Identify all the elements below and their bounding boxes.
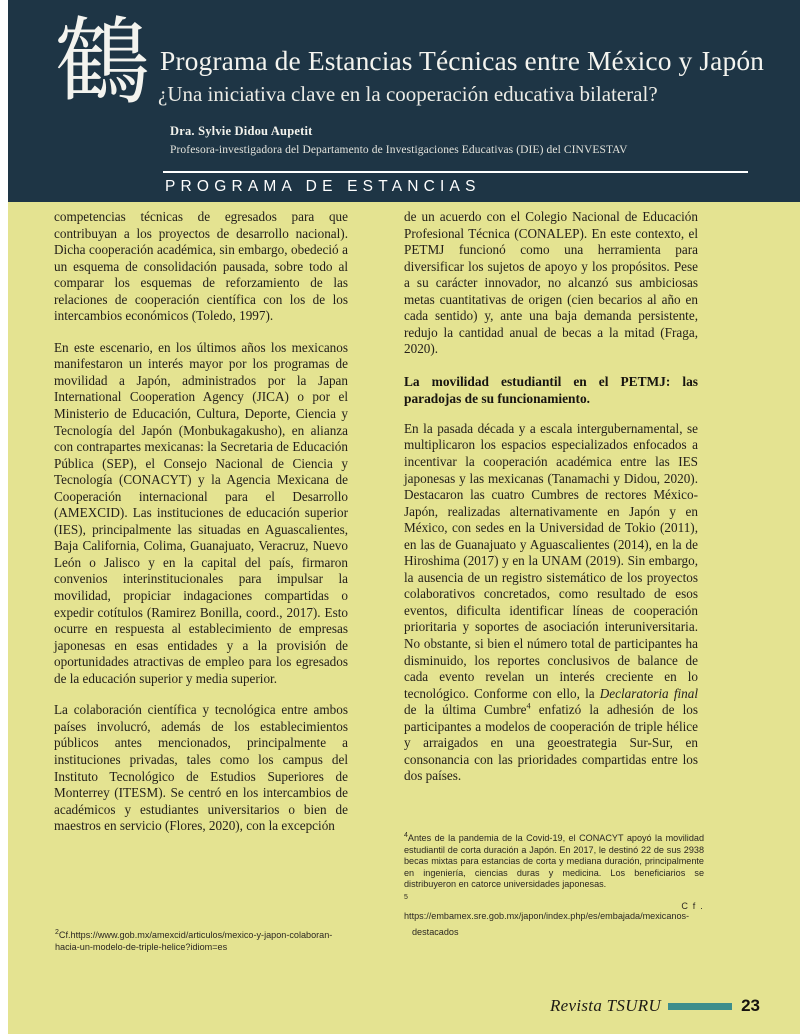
paragraph-part: enfatizó la adhesión de los participantes a modelos de cooperación de triple hélice y arraigados en una geoestrategia Sur-Sur, en consonancia con las prioridades compartidas entre los dos países. (404, 702, 698, 784)
header-divider-rule (163, 171, 748, 173)
paragraph-part: de la última Cumbre (404, 702, 527, 718)
article-subtitle: ¿Una iniciativa clave en la cooperación educativa bilateral? (158, 82, 658, 106)
footnote (55, 927, 351, 953)
article-body (8, 202, 800, 1034)
article-header-banner (8, 0, 800, 202)
page-left-margin (0, 0, 8, 1034)
footnote-url-continuation[interactable]: destacados (412, 926, 459, 937)
crane-kanji-logo: 鶴 (55, 8, 151, 118)
footnote-text: Antes de la pandemia de la Covid-19, el CONACYT apoyó la movilidad estudiantil de corta duración a Japón. En 2017, le destinó 22 de sus 2938 becas mixtas para estancias de corta y mediana duración, principalmente en ingeniería, ciencias duras y medicina. Los beneficiarios se distribuyeron en catorce universidades japonesas. (404, 833, 704, 890)
article-title: Programa de Estancias Técnicas entre México y Japón (160, 45, 765, 76)
paragraph: La colaboración científica y tecnológica entre ambos países involucró, además de los establecimientos públicos antes mencionados, principalmente a instituciones privadas, tales como los campus del Instituto Tecnológico de Estudios Superiores de Monterrey (ITESM). Se centró en los intercambios de académicos y estudiantes universitarios o bien de maestros en servicio (Flores, 2020), con la excepción (54, 702, 348, 834)
footer-accent-bar (668, 1003, 732, 1010)
author-affiliation: Profesora-investigadora del Departamento de Investigaciones Educativas (DIE) del CINVESTAV (170, 144, 628, 156)
section-kicker: PROGRAMA DE ESTANCIAS (165, 178, 481, 195)
paragraph: competencias técnicas de egresados para que contribuyan a los proyectos de desarrollo nacional). Dicha cooperación académica, sin embargo, obedeció a un esquema de consolidación pausada, sobre todo al comparar los esquemas de reforzamiento de las relaciones de cooperación científica con los de los intercambios económicos (Toledo, 1997). (54, 209, 348, 324)
footnote-reference: 4 (526, 701, 531, 711)
footnote-marker: 2 (55, 929, 59, 936)
footnote-marker: 4 (404, 832, 408, 839)
footnote-url[interactable]: https://embamex.sre.gob.mx/japon/index.php/es/embajada/mexicanos- (404, 911, 690, 921)
section-subheading: La movilidad estudiantil en el PETMJ: las paradojas de su funcionamiento. (404, 373, 698, 406)
footnote-cf-label: C f . (681, 901, 704, 911)
journal-name: Revista TSURU (549, 996, 662, 1015)
left-column-footnotes (55, 927, 351, 957)
footnote (404, 830, 704, 891)
left-text-column (54, 209, 348, 835)
paragraph: de un acuerdo con el Colegio Nacional de Educación Profesional Técnica (CONALEP). En este contexto, el PETMJ funcionó como una herramienta para diversificar los sujetos de apoyo y los propósitos. Pese a su carácter innovador, no alcanzó sus ambiciosas metas cuantitativas de origen (cien becarios al año en cada sentido) y, ante una baja demanda persistente, redujo la cantidad anual de becas a la mitad (Fraga, 2020). (404, 209, 698, 357)
article-author: Dra. Sylvie Didou Aupetit (170, 124, 313, 138)
page-footer (8, 990, 800, 1016)
paragraph: En este escenario, en los últimos años los mexicanos manifestaron un interés mayor por los programas de movilidad a Japón, administrados por la Japan International Cooperation Agency (JICA) o por el Ministerio de Educación, Cultura, Deporte, Ciencia y Tecnología del Japón (Monbukagakusho), en alianza con contrapartes mexicanas: la Secretaria de Educación Pública (SEP), el Consejo Nacional de Ciencia y Tecnología (CONACYT) y la Agencia Mexicana de Cooperación internacional para el Desarrollo (AMEXCID). Las instituciones de educación superior (IES), principalmente las situadas en Aguascalientes, Baja California, Colima, Guanajuato, Veracruz, Nuevo León o Jalisco y en la capital del país, firmaron convenios interinstitucionales para impulsar la movilidad, propiciar indagaciones compartidas o expedir cotítulos (Ramirez Bonilla, coord., 2017). Esto ocurre en respuesta al establecimiento de empresas japonesas en esas entidades y a la provisión de oportunidades atractivas de empleo para los egresados de la educación superior y media superior. (54, 339, 348, 686)
paragraph-part: En la pasada década y a escala intergubernamental, se multiplicaron los espacios especializados enfocados a incentivar la cooperación académica entre las IES japonesas y las mexicanas (Tanamachi y Didou, 2020). Destacaron las cuatro Cumbres de rectores México-Japón, realizadas alternativamente en Japón y en México, con sedes en la Universidad de Tokio (2011), en las de Guanajuato y Aguascalientes (2014), en la de Hiroshima (2017) y en la UNAM (2019). Sin embargo, la ausencia de un registro sistemático de los proyectos colaborativos concretados, como resultado de esos eventos, dificulta identificar líneas de cooperación prioritaria y soportes de asociación interuniversitaria. No obstante, si bien el número total de participantes ha disminuido, los reportes conclusivos de balance de cada evento revelan un interés creciente en lo tecnológico. Conforme con ello, la (404, 420, 698, 701)
right-text-column (404, 209, 698, 785)
paragraph-italic-title: Declaratoria final (599, 685, 698, 701)
right-column-footnotes (404, 830, 704, 942)
page-number: 23 (741, 996, 760, 1015)
footnote-text: Cf.https://www.gob.mx/amexcid/articulos/mexico-y-japon-colaboran-hacia-un-modelo-de-triple-helice?idiom=es (55, 930, 333, 952)
paragraph (404, 421, 698, 785)
footnote-marker: 5 (404, 894, 408, 901)
